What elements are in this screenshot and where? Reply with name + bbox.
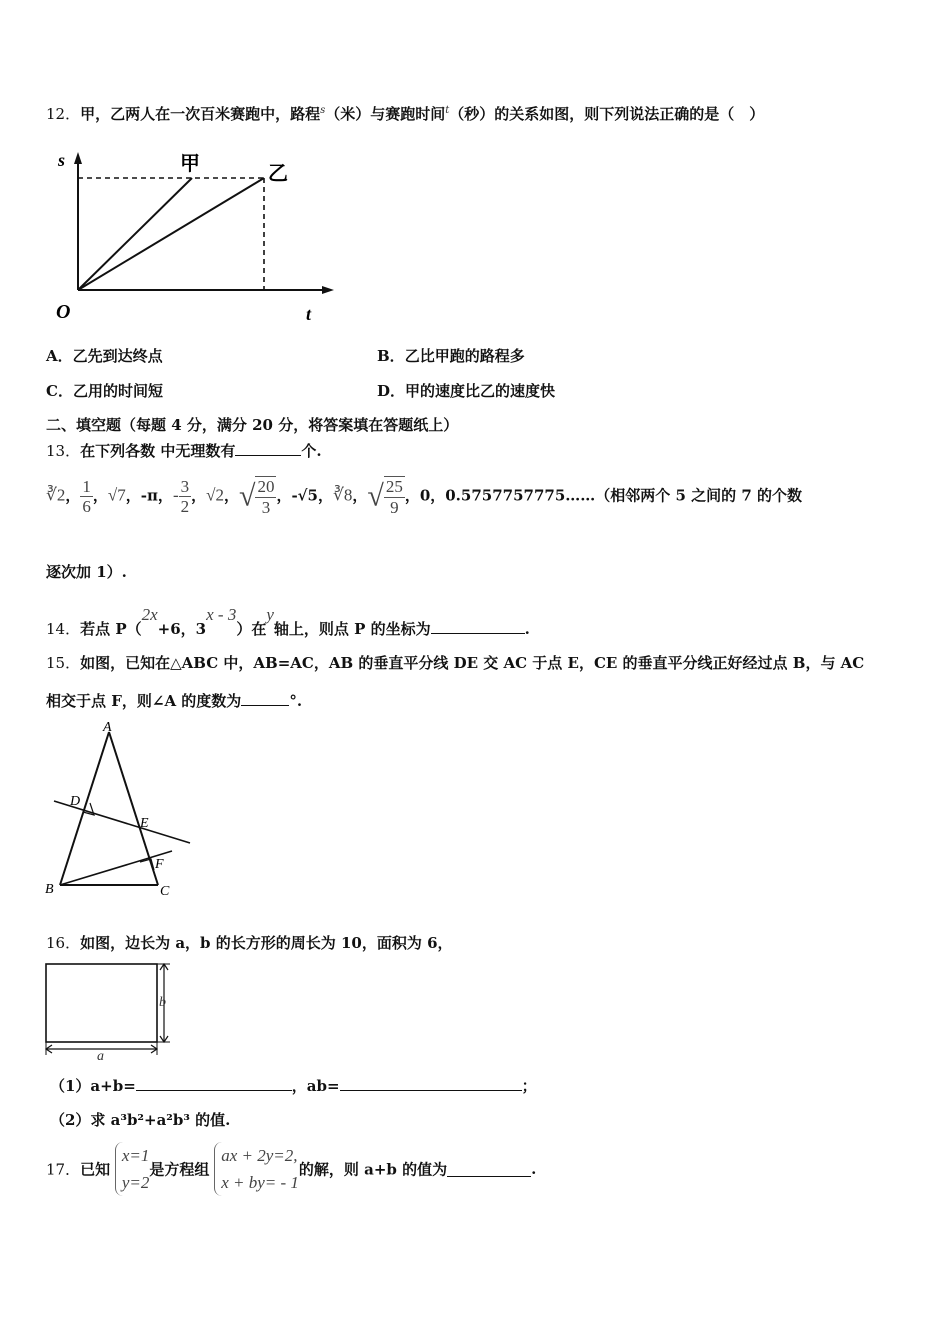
label-E: E: [140, 816, 149, 831]
q16-part1: （1）a+b= ，ab= ；: [50, 1077, 537, 1095]
repeating-decimal: ，0，0.5757757775……（相邻两个 5 之间的 7 的个数: [404, 486, 803, 505]
label-b: b: [159, 995, 166, 1010]
jia-label: 甲: [180, 151, 200, 175]
sqrt-fraction-25-9: $\frac{25}{9}$: [385, 477, 403, 517]
label-D: D: [70, 794, 81, 809]
q15-answer-blank[interactable]: [241, 691, 289, 706]
sqrt-2: √2: [206, 485, 224, 505]
section-title: 二、填空题（每题 4 分，满分 20 分，将答案填在答题纸上）: [46, 416, 459, 434]
sqrt-7: √7: [107, 485, 126, 505]
label-a: a: [97, 1049, 104, 1063]
label-C: C: [160, 884, 170, 899]
q15-triangle-figure: [40, 715, 200, 900]
yi-line: [78, 178, 264, 290]
cbrt-8: ∛8: [332, 485, 353, 505]
q12-option-c[interactable]: C．乙用的时间短: [46, 382, 163, 400]
q12-number: 12．: [46, 105, 81, 123]
q12-option-b[interactable]: B．乙比甲跑的路程多: [377, 347, 525, 365]
q12-stem: 12．甲，乙两人在一次百米赛跑中，路程$^s$（米）与赛跑时间$^t$（秒）的关系如图，则下列说法正确的是（ ）: [46, 105, 765, 123]
exponent-x-3: x - 3: [206, 605, 237, 624]
sqrt-fraction-20-3: $\frac{20}{3}$: [257, 477, 275, 517]
exponent-2x: 2x: [141, 605, 158, 624]
q16-stem: 16．如图，边长为 a，b 的长方形的周长为 10，面积为 6，: [46, 934, 453, 952]
jia-line: [78, 178, 192, 290]
rectangle: [46, 964, 157, 1042]
q15-stem-line2: 相交于点 F，则∠A 的度数为 °.: [46, 692, 303, 710]
cbrt-2: ∛2: [46, 485, 66, 505]
label-A: A: [103, 720, 112, 735]
q17-stem: 17．已知 x=1 y=2 是方程组 ax + 2y=2, x + by= - 1 的解，则 a+b 的值为 .: [46, 1142, 536, 1198]
q16-part2: （2）求 a³b²+a²b³ 的值.: [50, 1111, 231, 1129]
q13-continued: 逐次加 1）.: [46, 563, 127, 581]
side-AB: [60, 732, 109, 885]
fraction-3-2: $\frac{3}{2}$: [180, 476, 190, 517]
t-axis-arrow: [322, 286, 334, 294]
q15-stem-line1: 15．如图，已知在△ABC 中，AB=AC，AB 的垂直平分线 DE 交 AC 于点 E，CE 的垂直平分线正好经过点 B，与 AC: [46, 654, 865, 672]
origin-label: O: [56, 301, 71, 323]
q16-sum-blank[interactable]: [136, 1076, 292, 1091]
q14-stem: 14．若点 P（2x+6，3x - 3）在y轴上，则点 P 的坐标为 .: [46, 605, 530, 638]
neg-sqrt-5: ，-√5，: [276, 486, 333, 505]
q13-stem: 13．在下列各数 中无理数有 个.: [46, 442, 322, 460]
fraction-1-6: $\frac{1}{6}$: [82, 476, 91, 517]
t-axis-label: t: [306, 304, 312, 324]
yi-label: 乙: [268, 161, 288, 185]
q16-rectangle-figure: [40, 958, 180, 1063]
q12-option-d[interactable]: D．甲的速度比乙的速度快: [377, 382, 556, 400]
q16-product-blank[interactable]: [340, 1076, 522, 1091]
s-axis-label: s: [58, 150, 66, 170]
equation-system: ax + 2y=2, x + by= - 1: [214, 1142, 299, 1196]
q12-graph: [50, 140, 350, 330]
q14-answer-blank[interactable]: [431, 619, 525, 634]
label-B: B: [45, 882, 54, 897]
q13-answer-blank[interactable]: [235, 441, 301, 456]
s-axis-arrow: [74, 152, 82, 164]
solution-system: x=1 y=2: [115, 1142, 150, 1196]
q13-number-list: ∛2， $\frac{1}{6}$ ，√7，-π，- $\frac{3}{2}$ ，√2，√ $\frac{20}{3}$ ，-√5，∛8，√ $\frac{25}{9}$ ，0，0.5757757775……（相邻两个 5 之间的 7 的个数: [46, 476, 803, 517]
q17-answer-blank[interactable]: [447, 1162, 531, 1177]
neg-pi: ，-π，: [125, 486, 173, 505]
label-F: F: [155, 857, 164, 872]
q12-option-a[interactable]: A．乙先到达终点: [46, 347, 163, 365]
